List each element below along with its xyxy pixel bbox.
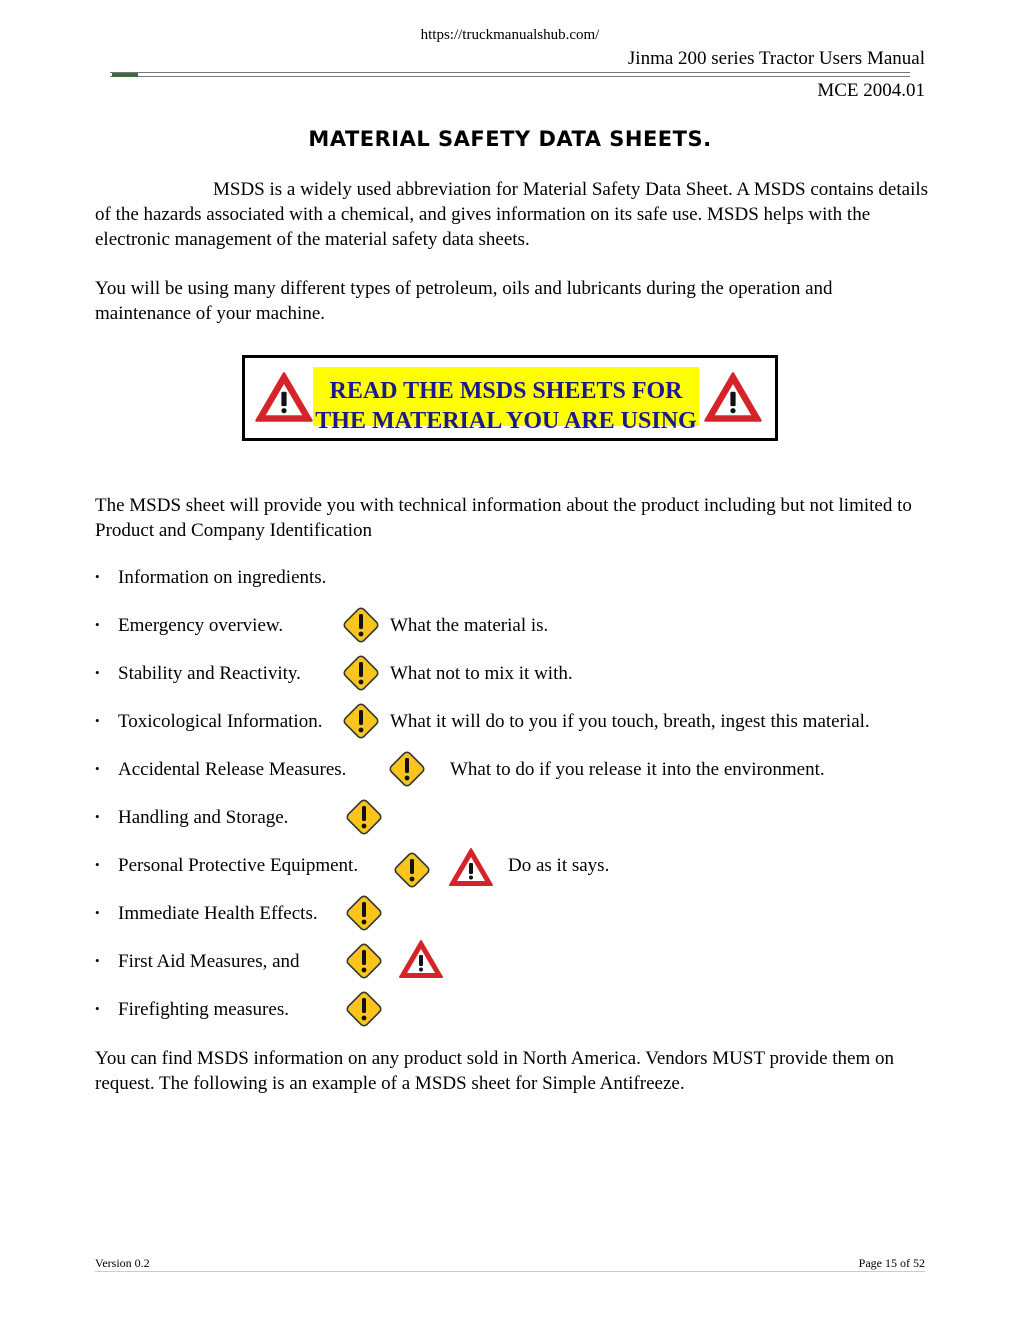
caution-diamond-icon xyxy=(391,849,433,891)
list-item-label: Stability and Reactivity. xyxy=(118,663,301,684)
warning-triangle-icon xyxy=(254,368,314,426)
version-label: Version 0.2 xyxy=(95,1256,150,1270)
caution-diamond-icon xyxy=(343,892,385,934)
caution-diamond-icon xyxy=(386,748,428,790)
list-item-description: What it will do to you if you touch, breath, ingest this material. xyxy=(390,711,870,732)
caution-diamond-icon xyxy=(340,652,382,694)
list-item-label: Accidental Release Measures. xyxy=(118,759,347,780)
warning-highlight xyxy=(313,367,699,434)
list-item-label: Firefighting measures. xyxy=(118,999,289,1020)
page-title: MATERIAL SAFETY DATA SHEETS. xyxy=(308,127,712,151)
source-url: https://truckmanualshub.com/ xyxy=(420,27,600,43)
list-item-description: Do as it says. xyxy=(508,855,610,876)
list-item-description: What the material is. xyxy=(390,615,549,636)
warning-line-2: THE MATERIAL YOU ARE USING xyxy=(315,408,697,434)
page-number: Page 15 of 52 xyxy=(858,1256,925,1270)
header-logo-mark xyxy=(112,73,138,77)
list-item-description: What to do if you release it into the environment. xyxy=(450,759,825,780)
list-item-label: Emergency overview. xyxy=(118,615,284,636)
list-item-label: First Aid Measures, and xyxy=(118,951,300,972)
warning-triangle-icon xyxy=(448,846,494,888)
list-item-label: Toxicological Information. xyxy=(118,711,323,732)
list-item-description: What not to mix it with. xyxy=(390,663,573,684)
caution-diamond-icon xyxy=(340,700,382,742)
list-item-label: Information on ingredients. xyxy=(118,567,327,588)
footer-divider xyxy=(95,1271,925,1272)
list-item-label: Personal Protective Equipment. xyxy=(118,855,359,876)
warning-line-1: READ THE MSDS SHEETS FOR xyxy=(329,378,683,404)
caution-diamond-icon xyxy=(343,796,385,838)
warning-triangle-icon xyxy=(398,938,444,980)
usage-paragraph: You will be using many different types of petroleum, oils and lubricants during the operation and maintenance of your machine. xyxy=(95,278,833,324)
warning-triangle-icon xyxy=(703,368,763,426)
closing-paragraph: You can find MSDS information on any product sold in North America. Vendors MUST provide them on request. The following is an example of a MSDS sheet for Simple Antifreeze. xyxy=(95,1048,895,1094)
document-code: MCE 2004.01 xyxy=(817,80,925,101)
caution-diamond-icon xyxy=(343,988,385,1030)
list-item-label: Handling and Storage. xyxy=(118,807,289,828)
caution-diamond-icon xyxy=(340,604,382,646)
header-divider xyxy=(110,72,910,77)
manual-title: Jinma 200 series Tractor Users Manual xyxy=(627,48,925,69)
intro-paragraph: MSDS is a widely used abbreviation for Material Safety Data Sheet. A MSDS contains details of the hazards associated with a chemical, and gives information on its safe use. MSDS helps with the electronic management of the material safety data sheets. xyxy=(95,179,929,250)
caution-diamond-icon xyxy=(343,940,385,982)
msds-warning-banner xyxy=(242,355,778,441)
list-item-label: Immediate Health Effects. xyxy=(118,903,318,924)
provides-paragraph: The MSDS sheet will provide you with technical information about the product including but not limited to Product and Company Identification xyxy=(95,495,912,541)
